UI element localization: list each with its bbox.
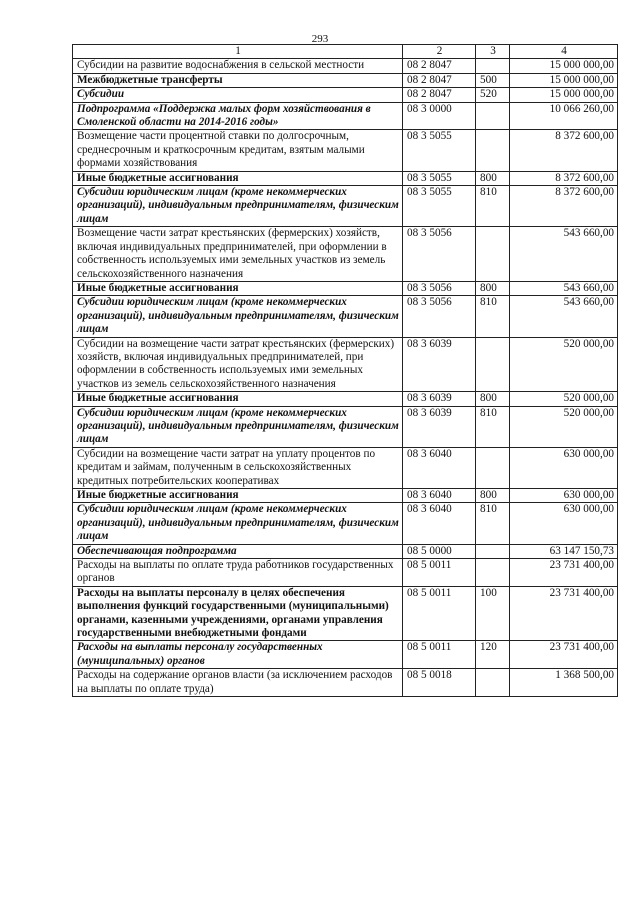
table-row	[73, 489, 618, 503]
row-name: Обеспечивающая подпрограмма	[73, 544, 403, 558]
row-code: 08 3 5055	[403, 171, 476, 185]
row-name: Субсидии на развитие водоснабжения в сельской местности	[73, 59, 403, 73]
row-expense-type: 100	[476, 586, 510, 641]
row-amount: 520 000,00	[510, 392, 618, 406]
row-code: 08 5 0011	[403, 586, 476, 641]
row-code: 08 5 0018	[403, 669, 476, 697]
row-expense-type: 810	[476, 296, 510, 337]
table-row	[73, 171, 618, 185]
row-code: 08 3 6040	[403, 503, 476, 544]
row-amount: 543 660,00	[510, 296, 618, 337]
row-expense-type: 120	[476, 641, 510, 669]
row-name: Возмещение части затрат крестьянских (фермерских) хозяйств, включая индивидуальных предпринимателей, при оформлении в собственность используемых ими земельных участков из земель сельскохозяйственного назначения	[73, 227, 403, 282]
row-code: 08 3 6039	[403, 406, 476, 447]
row-expense-type	[476, 447, 510, 488]
row-name: Межбюджетные трансферты	[73, 73, 403, 87]
row-name: Иные бюджетные ассигнования	[73, 392, 403, 406]
row-expense-type	[476, 227, 510, 282]
row-expense-type: 810	[476, 406, 510, 447]
row-code: 08 3 6040	[403, 447, 476, 488]
row-name: Субсидии юридическим лицам (кроме некоммерческих организаций), индивидуальным предпринимателям, физическим лицам	[73, 503, 403, 544]
table-row	[73, 406, 618, 447]
row-amount: 543 660,00	[510, 281, 618, 295]
row-expense-type: 810	[476, 186, 510, 227]
row-name: Расходы на содержание органов власти (за исключением расходов на выплаты по оплате труда)	[73, 669, 403, 697]
table-row	[73, 281, 618, 295]
row-expense-type: 520	[476, 88, 510, 102]
row-amount: 520 000,00	[510, 337, 618, 392]
row-amount: 8 372 600,00	[510, 186, 618, 227]
row-code: 08 3 5056	[403, 281, 476, 295]
row-name: Расходы на выплаты персоналу в целях обеспечения выполнения функций государственными (муниципальными) органами, казенными учреждениями, органами управления государственными внебюджетными фондами	[73, 586, 403, 641]
row-code: 08 3 6039	[403, 392, 476, 406]
row-amount: 8 372 600,00	[510, 171, 618, 185]
row-amount: 8 372 600,00	[510, 130, 618, 171]
row-name: Возмещение части процентной ставки по долгосрочным, среднесрочным и краткосрочным кредитам, взятым малыми формами хозяйствования	[73, 130, 403, 171]
row-amount: 630 000,00	[510, 489, 618, 503]
row-code: 08 5 0011	[403, 641, 476, 669]
row-name: Субсидии	[73, 88, 403, 102]
row-expense-type: 800	[476, 489, 510, 503]
row-name: Субсидии на возмещение части затрат на уплату процентов по кредитам и займам, полученным в сельскохозяйственных кредитных потребительских кооперативах	[73, 447, 403, 488]
row-code: 08 5 0011	[403, 559, 476, 587]
row-code: 08 3 5056	[403, 227, 476, 282]
row-expense-type	[476, 130, 510, 171]
row-expense-type: 800	[476, 281, 510, 295]
row-code: 08 2 8047	[403, 59, 476, 73]
column-header-expense-type: 3	[476, 45, 510, 59]
page-number: 293	[311, 33, 329, 45]
table-row	[73, 337, 618, 392]
row-name: Подпрограмма «Поддержка малых форм хозяйствования в Смоленской области на 2014-2016 годы»	[73, 102, 403, 130]
table-row	[73, 392, 618, 406]
row-amount: 15 000 000,00	[510, 88, 618, 102]
table-row	[73, 559, 618, 587]
row-code: 08 3 5056	[403, 296, 476, 337]
row-expense-type	[476, 544, 510, 558]
row-code: 08 3 0000	[403, 102, 476, 130]
row-name: Иные бюджетные ассигнования	[73, 281, 403, 295]
row-expense-type: 500	[476, 73, 510, 87]
row-amount: 23 731 400,00	[510, 559, 618, 587]
budget-table	[72, 44, 618, 697]
row-amount: 543 660,00	[510, 227, 618, 282]
table-row	[73, 73, 618, 87]
table-row	[73, 130, 618, 171]
row-amount: 630 000,00	[510, 447, 618, 488]
row-expense-type	[476, 669, 510, 697]
column-header-name: 1	[73, 45, 403, 59]
table-row	[73, 186, 618, 227]
table-row	[73, 447, 618, 488]
row-amount: 63 147 150,73	[510, 544, 618, 558]
row-amount: 1 368 500,00	[510, 669, 618, 697]
row-expense-type	[476, 102, 510, 130]
row-code: 08 3 6040	[403, 489, 476, 503]
row-name: Субсидии юридическим лицам (кроме некоммерческих организаций), индивидуальным предпринимателям, физическим лицам	[73, 296, 403, 337]
table-body	[73, 59, 618, 697]
row-amount: 10 066 260,00	[510, 102, 618, 130]
row-code: 08 2 8047	[403, 73, 476, 87]
row-code: 08 5 0000	[403, 544, 476, 558]
row-expense-type	[476, 337, 510, 392]
row-name: Расходы на выплаты персоналу государственных (муниципальных) органов	[73, 641, 403, 669]
column-header-amount: 4	[510, 45, 618, 59]
table-row	[73, 296, 618, 337]
row-amount: 23 731 400,00	[510, 641, 618, 669]
row-name: Субсидии юридическим лицам (кроме некоммерческих организаций), индивидуальным предпринимателям, физическим лицам	[73, 186, 403, 227]
table-row	[73, 227, 618, 282]
table-row	[73, 586, 618, 641]
table-row	[73, 59, 618, 73]
row-code: 08 2 8047	[403, 88, 476, 102]
row-amount: 15 000 000,00	[510, 73, 618, 87]
row-name: Субсидии юридическим лицам (кроме некоммерческих организаций), индивидуальным предпринимателям, физическим лицам	[73, 406, 403, 447]
row-amount: 23 731 400,00	[510, 586, 618, 641]
row-code: 08 3 6039	[403, 337, 476, 392]
row-expense-type	[476, 59, 510, 73]
row-amount: 630 000,00	[510, 503, 618, 544]
row-expense-type: 800	[476, 392, 510, 406]
row-code: 08 3 5055	[403, 130, 476, 171]
row-expense-type	[476, 559, 510, 587]
column-header-code: 2	[403, 45, 476, 59]
table-header-row	[73, 45, 618, 59]
table-row	[73, 102, 618, 130]
row-expense-type: 800	[476, 171, 510, 185]
row-name: Иные бюджетные ассигнования	[73, 489, 403, 503]
table-row	[73, 503, 618, 544]
row-code: 08 3 5055	[403, 186, 476, 227]
table-row	[73, 641, 618, 669]
row-name: Субсидии на возмещение части затрат крестьянских (фермерских) хозяйств, включая индивидуальных предпринимателей, при оформлении в собственность используемых ими земельных участков из земель сельскохозяйственного назначения	[73, 337, 403, 392]
row-expense-type: 810	[476, 503, 510, 544]
row-name: Расходы на выплаты по оплате труда работников государственных органов	[73, 559, 403, 587]
table-row	[73, 669, 618, 697]
row-amount: 15 000 000,00	[510, 59, 618, 73]
table-row	[73, 544, 618, 558]
table-row	[73, 88, 618, 102]
row-amount: 520 000,00	[510, 406, 618, 447]
row-name: Иные бюджетные ассигнования	[73, 171, 403, 185]
